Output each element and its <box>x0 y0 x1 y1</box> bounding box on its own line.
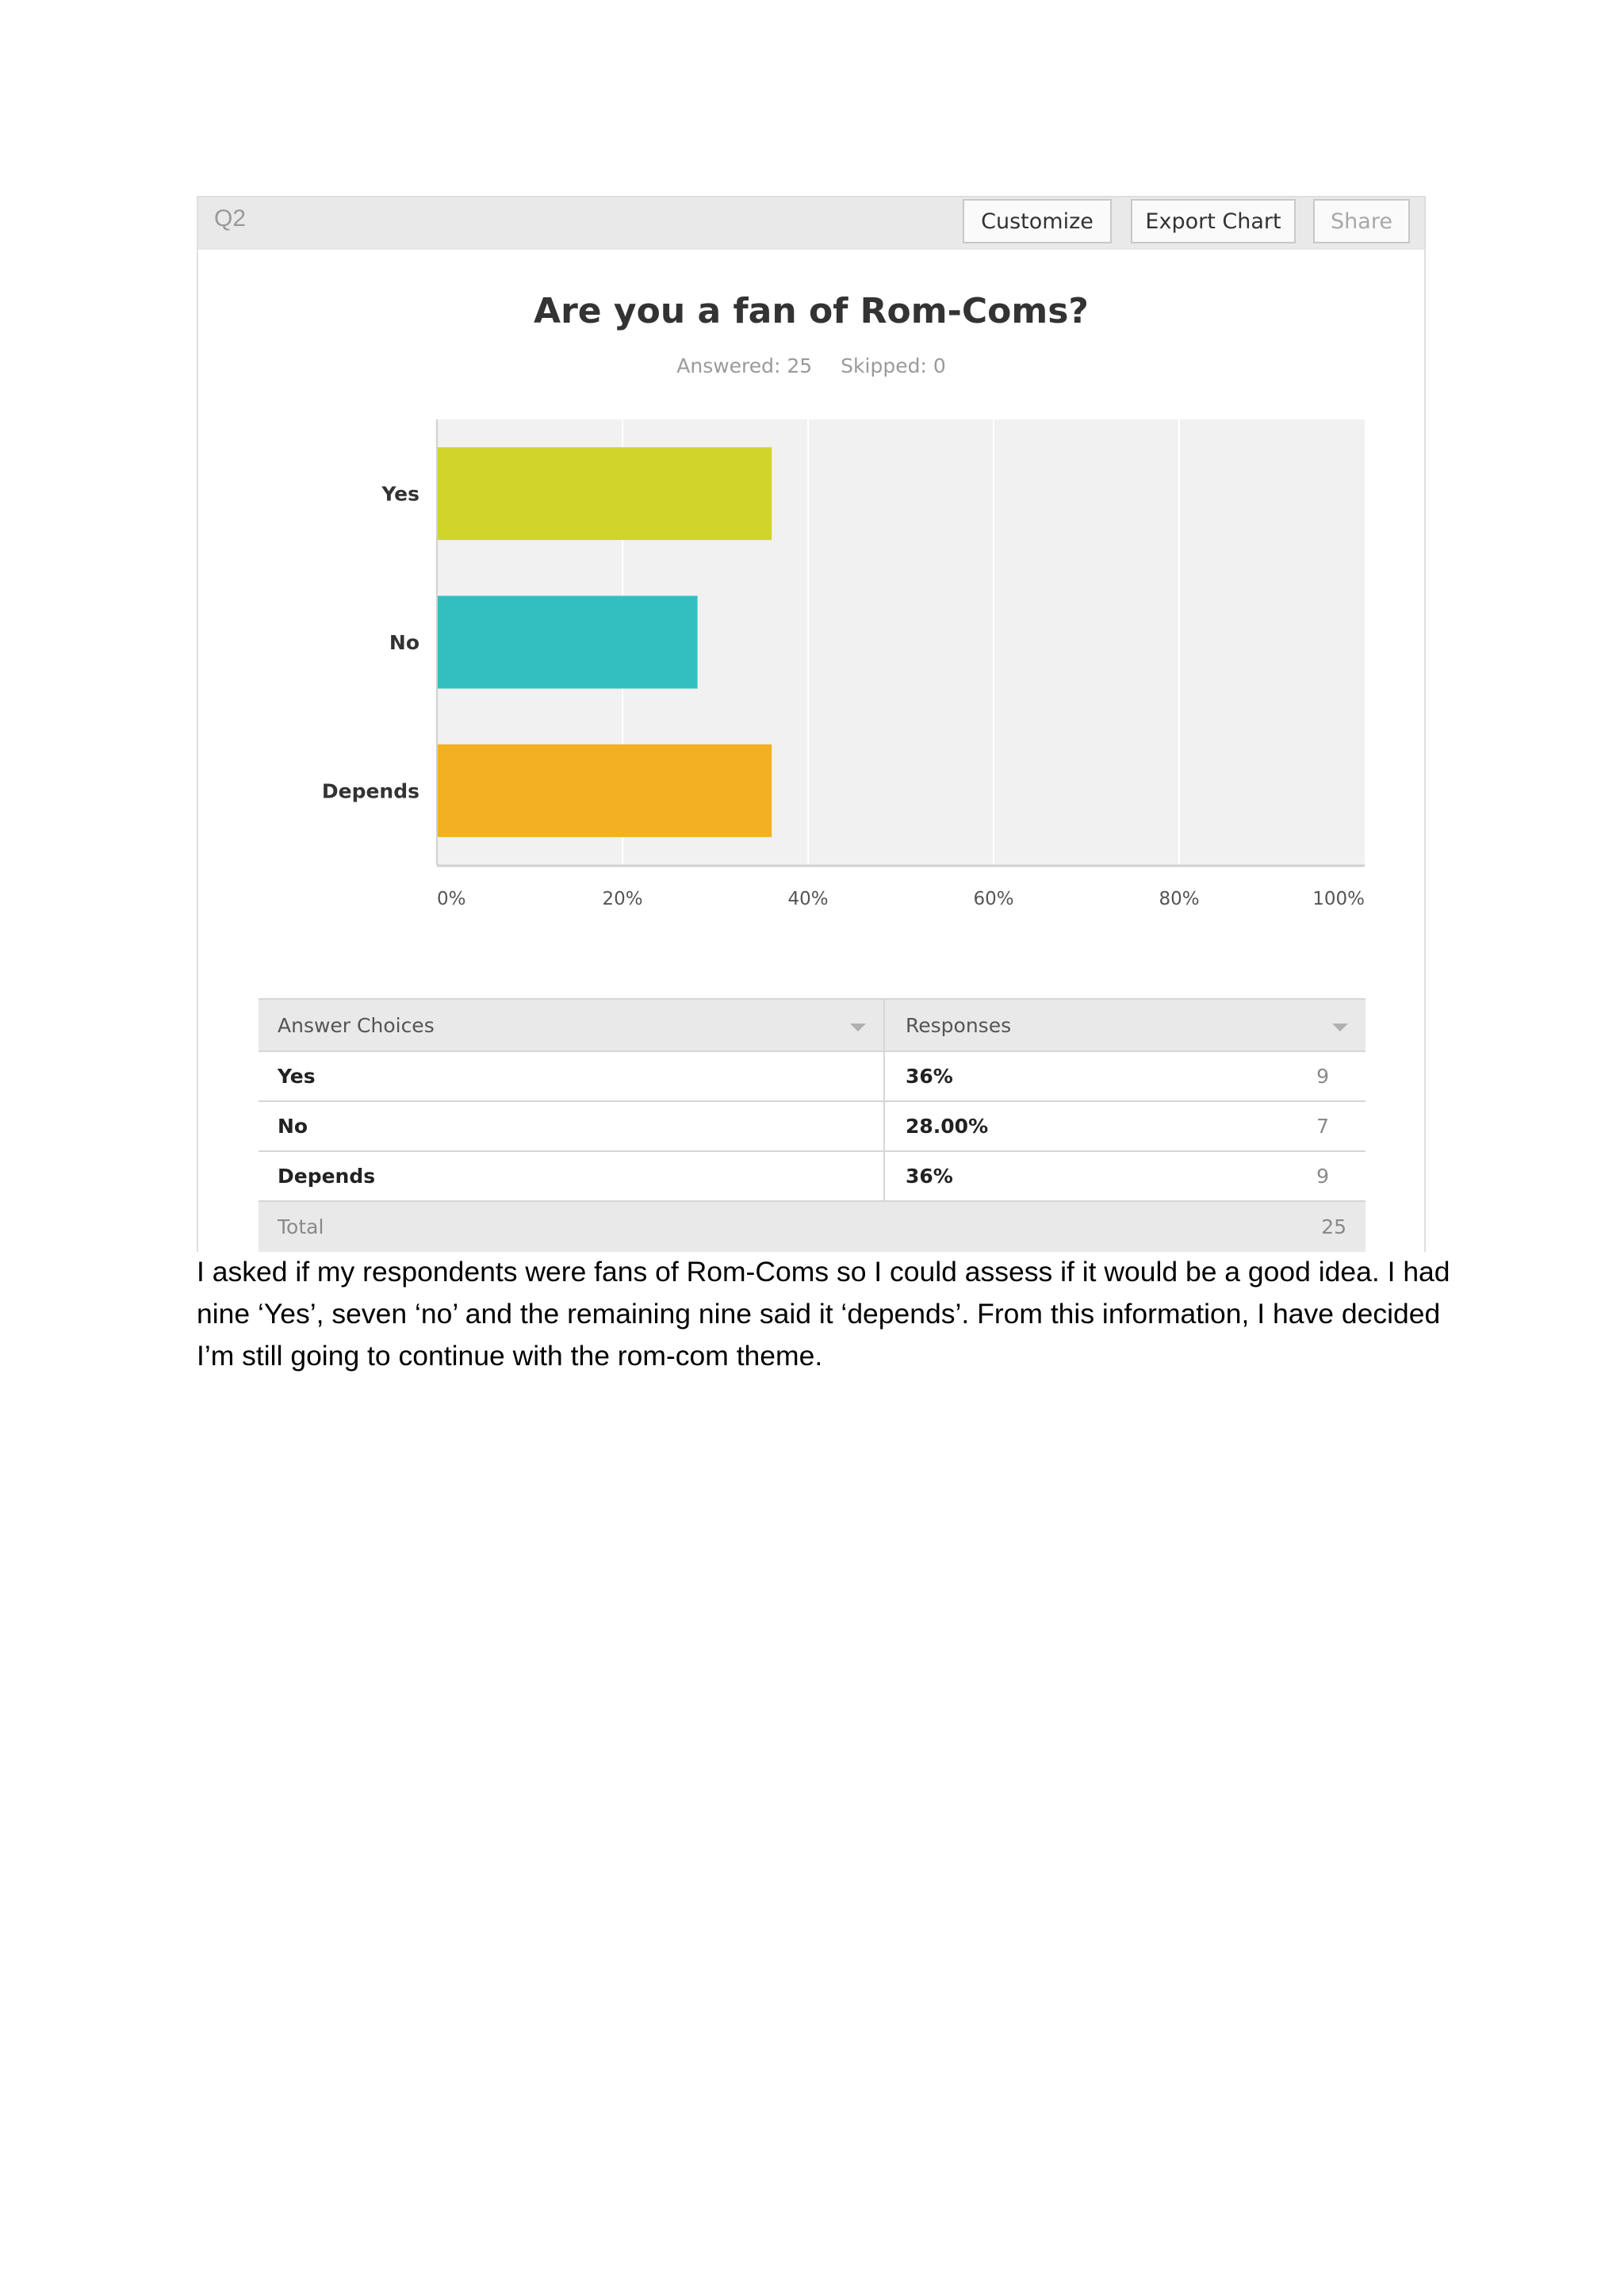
x-tick-label: 0% <box>437 889 466 909</box>
header-answer-choices[interactable] <box>259 1000 885 1050</box>
sort-caret-icon[interactable] <box>1332 1024 1348 1031</box>
table-header-row <box>259 998 1365 1052</box>
export-chart-button[interactable]: Export Chart <box>1131 199 1296 243</box>
response-percent: 28.00% <box>906 1115 989 1138</box>
x-tick-label: 40% <box>787 889 829 909</box>
response-cell <box>885 1102 1365 1150</box>
table-body <box>259 1052 1365 1202</box>
x-tick-label: 20% <box>602 889 643 909</box>
paragraph-line: nine ‘Yes’, seven ‘no’ and the remaining nine said it ‘depends’. From this information, I have decided <box>197 1298 1441 1330</box>
response-cell <box>885 1152 1365 1200</box>
category-label: Yes <box>381 482 419 506</box>
question-number: Q2 <box>214 205 247 232</box>
header-responses[interactable] <box>885 1000 1365 1050</box>
table-total-row <box>259 1202 1365 1252</box>
bar-no <box>438 596 698 689</box>
x-tick-label: 80% <box>1159 889 1200 909</box>
total-label: Total <box>278 1215 324 1238</box>
category-label: Depends <box>321 779 419 803</box>
paragraph-line: I asked if my respondents were fans of Rom-Coms so I could assess if it would be a good idea. I had <box>197 1256 1450 1288</box>
header-answer-choices-label: Answer Choices <box>278 1013 435 1037</box>
table-row <box>259 1102 1365 1152</box>
bar-chart <box>198 197 1424 959</box>
share-button[interactable]: Share <box>1313 199 1410 243</box>
table-row <box>259 1152 1365 1202</box>
response-count: 9 <box>1316 1165 1329 1188</box>
category-label: No <box>389 631 419 654</box>
chart-title: Are you a fan of Rom-Coms? <box>534 291 1089 331</box>
response-count: 7 <box>1316 1115 1329 1138</box>
total-value: 25 <box>1321 1215 1346 1238</box>
total-cell <box>259 1202 1365 1252</box>
paragraph-line: I’m still going to continue with the rom-com theme. <box>197 1340 823 1372</box>
answer-choice-cell: Yes <box>259 1052 885 1100</box>
response-percent: 36% <box>906 1065 953 1088</box>
header-responses-label: Responses <box>906 1013 1012 1037</box>
sort-caret-icon[interactable] <box>850 1024 866 1031</box>
answered-count: Answered: 25 <box>676 354 813 377</box>
answer-choice-cell: Depends <box>259 1152 885 1200</box>
bar-yes <box>438 447 772 540</box>
response-count: 9 <box>1316 1065 1329 1088</box>
customize-button[interactable]: Customize <box>963 199 1112 243</box>
answer-choice-cell: No <box>259 1102 885 1150</box>
responses-table <box>259 998 1365 1252</box>
x-tick-label: 60% <box>973 889 1014 909</box>
skipped-count: Skipped: 0 <box>841 354 946 377</box>
x-tick-label: 100% <box>1312 889 1365 909</box>
response-percent: 36% <box>906 1165 953 1188</box>
survey-question-panel <box>197 196 1426 1252</box>
body-paragraph <box>197 1251 1450 1377</box>
table-row <box>259 1052 1365 1102</box>
response-cell <box>885 1052 1365 1100</box>
bar-depends <box>438 744 772 837</box>
